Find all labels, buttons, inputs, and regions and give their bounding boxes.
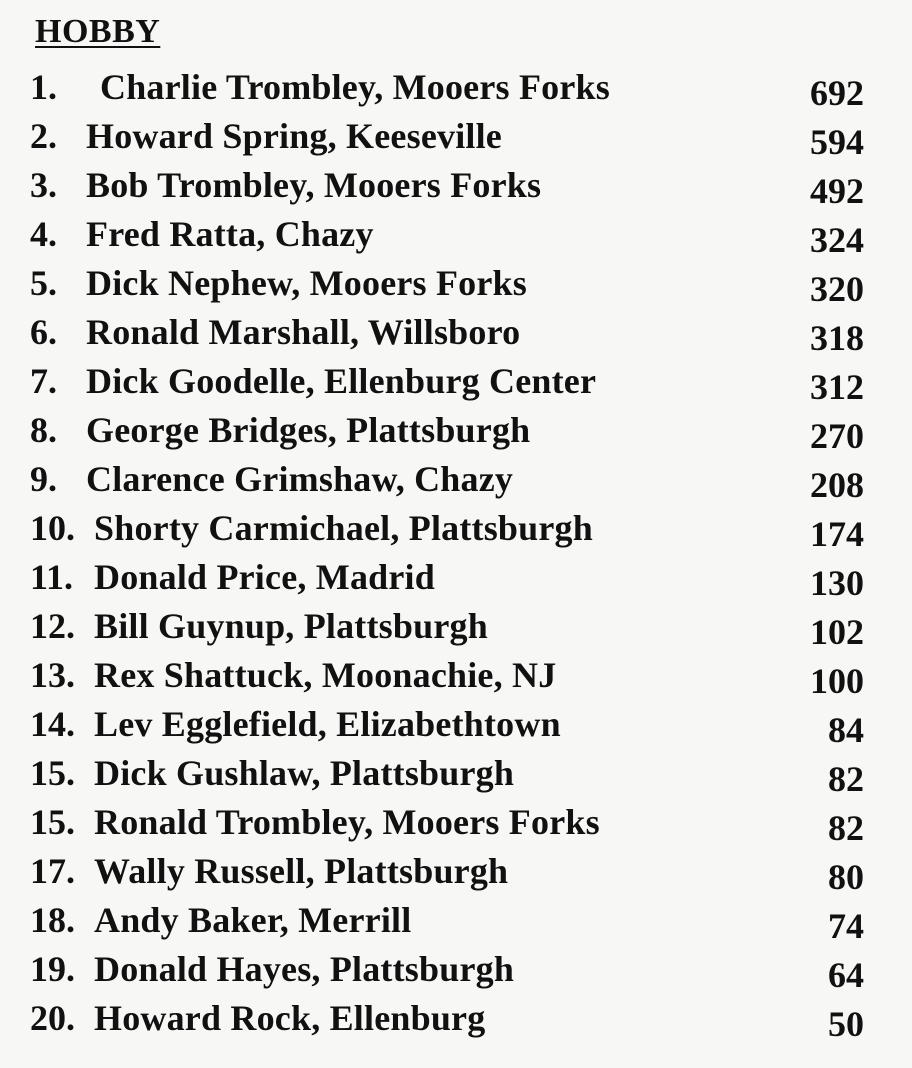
standings-row <box>0 406 912 455</box>
points: 208 <box>810 465 864 505</box>
rank: 9. <box>30 459 57 499</box>
driver-name: Charlie Trombley, Mooers Forks <box>100 67 610 107</box>
rank: 1. <box>30 67 57 107</box>
points: 270 <box>810 416 864 456</box>
points: 74 <box>828 906 864 946</box>
rank: 11. <box>30 557 74 597</box>
driver-name: Dick Goodelle, Ellenburg Center <box>86 361 597 401</box>
driver-name: Dick Gushlaw, Plattsburgh <box>94 753 515 793</box>
points: 80 <box>828 857 864 897</box>
points: 324 <box>810 220 864 260</box>
driver-name: Ronald Trombley, Mooers Forks <box>94 802 600 842</box>
rank: 4. <box>30 214 57 254</box>
driver-name: Howard Rock, Ellenburg <box>94 998 486 1038</box>
rank: 3. <box>30 165 57 205</box>
driver-name: Rex Shattuck, Moonachie, NJ <box>94 655 557 695</box>
standings-row <box>0 896 912 945</box>
standings-row <box>0 112 912 161</box>
points: 64 <box>828 955 864 995</box>
standings-row <box>0 357 912 406</box>
points: 320 <box>810 269 864 309</box>
driver-name: Ronald Marshall, Willsboro <box>86 312 521 352</box>
rank: 18. <box>30 900 75 940</box>
standings-row <box>0 749 912 798</box>
driver-name: Bill Guynup, Plattsburgh <box>94 606 488 646</box>
standings-row <box>0 602 912 651</box>
rank: 2. <box>30 116 57 156</box>
rank: 7. <box>30 361 57 401</box>
points: 100 <box>810 661 864 701</box>
driver-name: Donald Price, Madrid <box>94 557 435 597</box>
driver-name: Dick Nephew, Mooers Forks <box>86 263 527 303</box>
points: 84 <box>828 710 864 750</box>
points: 50 <box>828 1004 864 1044</box>
standings-row <box>0 994 912 1043</box>
standings-row <box>0 259 912 308</box>
rank: 17. <box>30 851 75 891</box>
standings-row <box>0 504 912 553</box>
standings-row <box>0 455 912 504</box>
rank: 19. <box>30 949 75 989</box>
division-heading: HOBBY <box>35 13 161 50</box>
standings-row <box>0 210 912 259</box>
standings-row <box>0 798 912 847</box>
driver-name: George Bridges, Plattsburgh <box>86 410 531 450</box>
rank: 6. <box>30 312 57 352</box>
rank: 13. <box>30 655 75 695</box>
standings-row <box>0 651 912 700</box>
rank: 15. <box>30 802 75 842</box>
standings-row <box>0 700 912 749</box>
points: 102 <box>810 612 864 652</box>
points: 594 <box>810 122 864 162</box>
points: 312 <box>810 367 864 407</box>
driver-name: Andy Baker, Merrill <box>94 900 412 940</box>
rank: 12. <box>30 606 75 646</box>
rank: 5. <box>30 263 57 303</box>
standings-row <box>0 945 912 994</box>
points: 692 <box>810 73 864 113</box>
standings-list <box>0 63 912 1043</box>
rank: 20. <box>30 998 75 1038</box>
standings-row <box>0 63 912 112</box>
driver-name: Fred Ratta, Chazy <box>86 214 374 254</box>
points: 174 <box>810 514 864 554</box>
standings-row <box>0 553 912 602</box>
driver-name: Shorty Carmichael, Plattsburgh <box>94 508 593 548</box>
standings-row <box>0 847 912 896</box>
rank: 10. <box>30 508 75 548</box>
rank: 14. <box>30 704 75 744</box>
driver-name: Lev Egglefield, Elizabethtown <box>94 704 561 744</box>
rank: 15. <box>30 753 75 793</box>
points: 130 <box>810 563 864 603</box>
points: 82 <box>828 759 864 799</box>
driver-name: Howard Spring, Keeseville <box>86 116 502 156</box>
driver-name: Wally Russell, Plattsburgh <box>94 851 509 891</box>
points: 82 <box>828 808 864 848</box>
points: 492 <box>810 171 864 211</box>
rank: 8. <box>30 410 57 450</box>
points: 318 <box>810 318 864 358</box>
driver-name: Bob Trombley, Mooers Forks <box>86 165 542 205</box>
driver-name: Donald Hayes, Plattsburgh <box>94 949 515 989</box>
standings-row <box>0 308 912 357</box>
driver-name: Clarence Grimshaw, Chazy <box>86 459 514 499</box>
standings-row <box>0 161 912 210</box>
